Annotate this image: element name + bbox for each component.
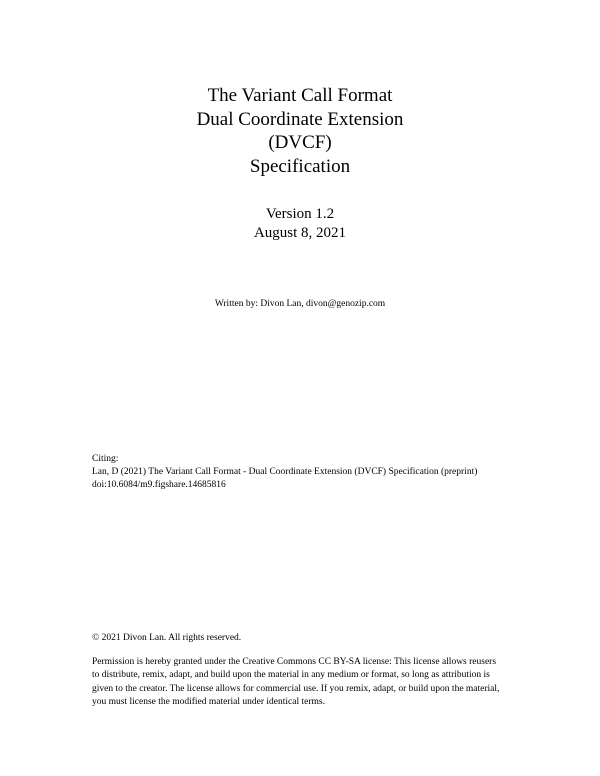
citing-block bbox=[92, 453, 552, 493]
document-title bbox=[0, 84, 600, 178]
citing-label: Citing: bbox=[92, 454, 119, 464]
version-block bbox=[0, 205, 600, 243]
title-line-3: (DVCF) bbox=[268, 132, 332, 153]
license-line-2: to distribute, remix, adapt, and build upon the material in any medium or format, so long as attribution is bbox=[92, 670, 490, 681]
title-line-1: The Variant Call Format bbox=[207, 85, 393, 106]
license-line-1: Permission is hereby granted under the Creative Commons CC BY-SA license: This license allows reusers bbox=[92, 657, 497, 667]
citing-reference: Lan, D (2021) The Variant Call Format - Dual Coordinate Extension (DVCF) Specification (preprint) bbox=[92, 467, 478, 478]
license-line-3: given to the creator. The license allows for commercial use. If you remix, adapt, or build upon the material, bbox=[92, 683, 500, 694]
title-line-4: Specification bbox=[249, 155, 351, 177]
title-line-2: Dual Coordinate Extension bbox=[196, 108, 404, 130]
citing-doi: doi:10.6084/m9.figshare.14685816 bbox=[92, 480, 226, 491]
author-line: Written by: Divon Lan, divon@genozip.com bbox=[214, 299, 386, 309]
version-date: August 8, 2021 bbox=[253, 225, 347, 241]
license-line-4: you must license the modified material under identical terms. bbox=[92, 696, 325, 707]
version-number: Version 1.2 bbox=[265, 206, 335, 222]
license-paragraph bbox=[92, 656, 532, 709]
copyright-notice: © 2021 Divon Lan. All rights reserved. bbox=[92, 633, 242, 643]
